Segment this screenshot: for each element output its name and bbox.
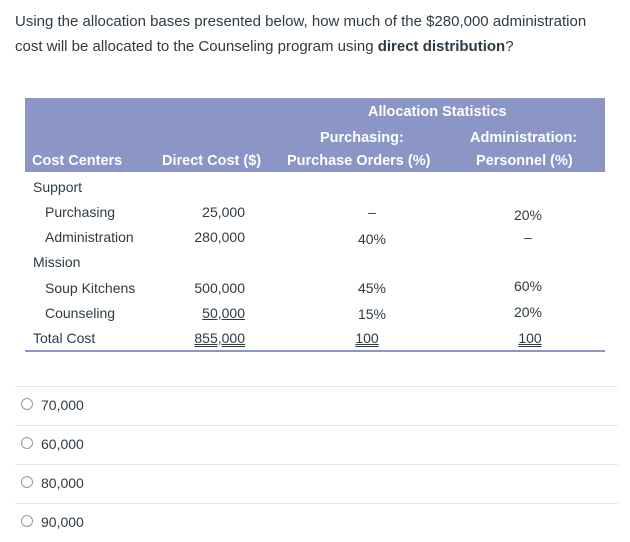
administration-purchase-orders: 40% xyxy=(357,231,387,247)
answer-options xyxy=(15,386,618,542)
radio-button[interactable] xyxy=(21,515,33,527)
answer-option[interactable] xyxy=(15,386,618,425)
table-header xyxy=(25,98,605,172)
question-bold: direct distribution xyxy=(377,38,506,55)
radio-button[interactable] xyxy=(21,398,33,410)
counseling-purchase-orders: 15% xyxy=(357,306,387,322)
row-label-soup-kitchens: Soup Kitchens xyxy=(45,280,136,296)
header-allocation-statistics: Allocation Statistics xyxy=(368,104,507,120)
answer-option[interactable] xyxy=(15,464,618,503)
total-direct-cost: 855,000 xyxy=(194,330,245,346)
counseling-direct-cost: 50,000 xyxy=(202,305,245,321)
answer-option-label[interactable]: 80,000 xyxy=(41,475,84,491)
header-admin-line2: Personnel (%) xyxy=(476,153,573,169)
row-label-counseling: Counseling xyxy=(45,305,116,321)
answer-option-label[interactable]: 70,000 xyxy=(41,397,84,413)
soup-kitchens-personnel: 60% xyxy=(513,278,543,294)
question-text xyxy=(15,9,605,59)
radio-button[interactable] xyxy=(21,476,33,488)
purchasing-purchase-orders: – xyxy=(368,204,376,220)
header-purchasing-line2: Purchase Orders (%) xyxy=(287,153,431,169)
answer-option[interactable] xyxy=(15,503,618,542)
counseling-personnel: 20% xyxy=(513,304,543,320)
soup-kitchens-direct-cost: 500,000 xyxy=(194,280,245,296)
row-label-support: Support xyxy=(33,179,83,195)
header-purchasing-line1: Purchasing: xyxy=(320,130,404,146)
row-label-mission: Mission xyxy=(33,254,81,270)
administration-personnel: – xyxy=(524,229,532,245)
total-personnel: 100 xyxy=(518,330,542,346)
row-label-administration: Administration xyxy=(45,229,134,245)
table-bottom-rule xyxy=(25,350,605,352)
row-label-total-cost: Total Cost xyxy=(33,330,96,346)
answer-option[interactable] xyxy=(15,425,618,464)
header-direct-cost: Direct Cost ($) xyxy=(162,153,262,169)
radio-button[interactable] xyxy=(21,437,33,449)
question-part-2: ? xyxy=(505,38,514,55)
soup-kitchens-purchase-orders: 45% xyxy=(357,280,387,296)
allocation-table xyxy=(25,98,605,353)
answer-option-label[interactable]: 60,000 xyxy=(41,436,84,452)
administration-direct-cost: 280,000 xyxy=(194,229,245,245)
header-admin-line1: Administration: xyxy=(470,130,578,146)
question-part-1: Using the allocation bases presented below, how much of the $280,000 administration cost will be allocated to the Counseling program using xyxy=(15,13,587,55)
total-purchase-orders: 100 xyxy=(355,330,379,346)
purchasing-direct-cost: 25,000 xyxy=(202,204,245,220)
row-label-purchasing: Purchasing xyxy=(45,204,116,220)
answer-option-label[interactable]: 90,000 xyxy=(41,514,84,530)
purchasing-personnel: 20% xyxy=(513,207,543,223)
header-cost-centers: Cost Centers xyxy=(32,153,123,169)
